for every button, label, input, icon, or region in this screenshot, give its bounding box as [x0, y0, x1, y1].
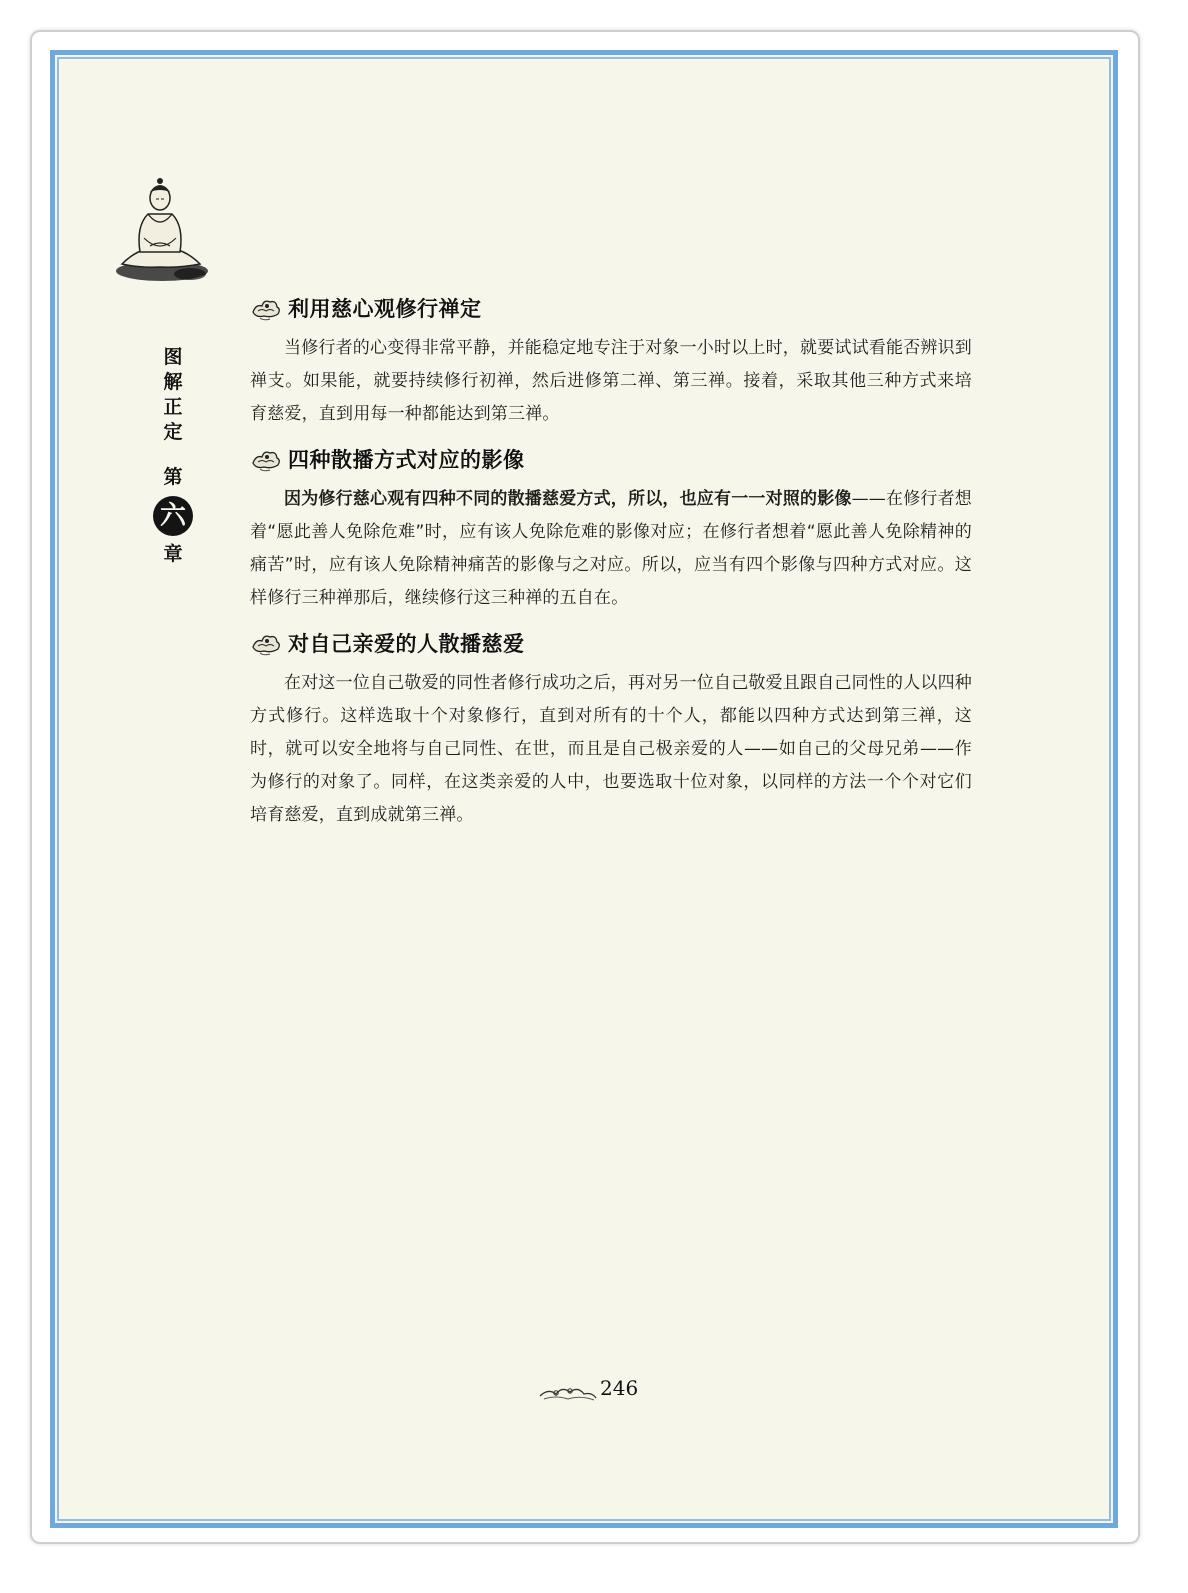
section-heading-text: 四种散播方式对应的影像 — [288, 447, 525, 472]
sidebar-book-title-char: 图 — [163, 346, 183, 368]
sidebar-book-title-char: 定 — [163, 421, 183, 443]
section-3 — [250, 625, 972, 832]
section-heading — [250, 290, 972, 326]
sidebar-book-title-char: 正 — [163, 396, 183, 418]
page-number: 246 — [600, 1376, 639, 1400]
section-paragraph-rest: ——在修行者想着“愿此善人免除危难”时，应有该人免除危难的影像对应；在修行者想着“愿此善人免除精神的痛苦”时，应有该人免除精神痛苦的影像与之对应。所以，应当有四个影像与四种方式对应。这样修行三种禅那后，继续修行这三种禅的五自在。 — [250, 489, 973, 608]
lotus-cloud-icon — [250, 445, 282, 473]
sidebar-book-chapter-label — [158, 345, 188, 567]
sidebar-book-title-char: 解 — [163, 371, 183, 393]
lotus-cloud-icon — [250, 294, 282, 322]
section-1 — [250, 290, 972, 431]
section-paragraph: 当修行者的心变得非常平静，并能稳定地专注于对象一小时以上时，就要试试看能否辨识到禅支。如果能，就要持续修行初禅，然后进修第二禅、第三禅。接着，采取其他三种方式来培育慈爱，直到用每一种都能达到第三禅。 — [250, 338, 972, 424]
page-footer — [538, 1372, 648, 1408]
lotus-cloud-icon — [250, 629, 282, 657]
section-heading-text: 利用慈心观修行禅定 — [288, 296, 482, 321]
chapter-suffix: 章 — [163, 543, 183, 565]
section-heading — [250, 625, 972, 661]
section-paragraph: 在对这一位自己敬爱的同性者修行成功之后，再对另一位自己敬爱且跟自己同性的人以四种方式修行。这样选取十个对象修行，直到对所有的十个人，都能以四种方式达到第三禅，这时，就可以安全地将与自己同性、在世，而且是自己极亲爱的人——如自己的父母兄弟——作为修行的对象了。同样，在这类亲爱的人中，也要选取十位对象，以同样的方法一个个对它们培育慈爱，直到成就第三禅。 — [250, 673, 972, 825]
seated-buddha-icon — [110, 168, 210, 286]
chapter-number-badge: 六 — [153, 496, 193, 536]
section-heading-text: 对自己亲爱的人散播慈爱 — [288, 631, 525, 656]
section-2 — [250, 441, 972, 615]
section-heading — [250, 441, 972, 477]
chapter-prefix: 第 — [163, 466, 183, 488]
section-paragraph-bold-lead: 因为修行慈心观有四种不同的散播慈爱方式，所以，也应有一一对照的影像 — [284, 489, 852, 509]
cloud-swirl-icon — [538, 1380, 598, 1404]
main-content — [250, 290, 972, 840]
section-paragraph — [250, 483, 972, 615]
